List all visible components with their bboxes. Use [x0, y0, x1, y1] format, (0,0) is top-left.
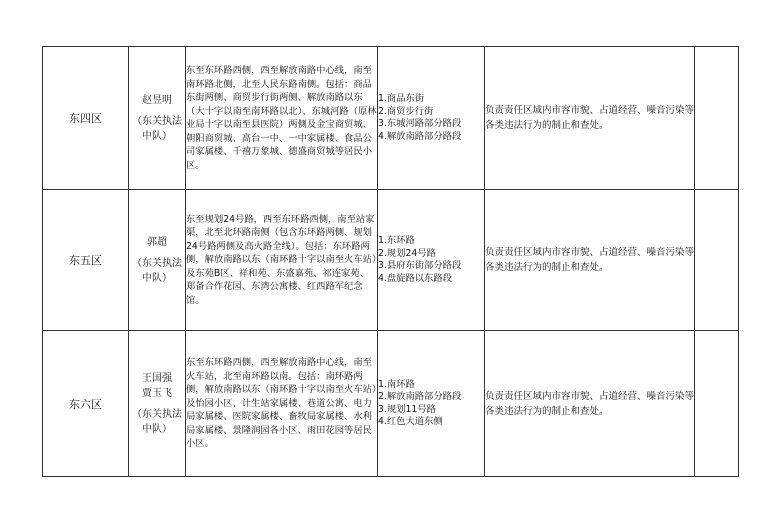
road-item: 4.盘旋路以东路段: [378, 272, 452, 284]
duty-description: 负责责任区域内市容市貌、占道经营、噪音污染等各类违法行为的制止和查处。: [485, 47, 695, 190]
table-row: [43, 190, 739, 331]
person-name: 郭超: [147, 236, 167, 248]
road-item: 2.解放南路部分路段: [378, 391, 462, 402]
road-item: 2.规划24号路: [378, 247, 436, 259]
person-name: 王国强: [142, 372, 172, 384]
road-item: 2.商贸步行街: [378, 105, 434, 117]
zone-name: 东四区: [43, 47, 129, 190]
table-row: [43, 47, 739, 190]
road-item: 3.县府东街部分路段: [378, 260, 462, 271]
blank-cell: [695, 331, 739, 477]
road-item: 1.商品东街: [378, 93, 425, 104]
table-row: [43, 331, 739, 477]
duty-description: 负责责任区域内市容市貌、占道经营、噪音污染等各类违法行为的制止和查处。: [485, 331, 695, 477]
zone-name: 东六区: [43, 331, 129, 477]
key-roads: [378, 190, 485, 331]
key-roads: [378, 331, 485, 477]
zone-scope: 东至东环路西侧，西至解放南路中心线，南至南环路北侧，北至人民东路南侧。包括：商品东街两侧、商贸步行街两侧、解放南路以东（大十字以南至南环路以北）、东城河路（原林业局十字以南至县医院）两侧及金宝商贸城、朝阳商贸城、高台一中、一中家属楼、食品公司家属楼、千禧万象城、德盛商贸城等居民小区。: [186, 47, 378, 190]
unit-name: （东关执法中队）: [132, 408, 182, 435]
responsible-person: [129, 190, 186, 331]
unit-name: （东关执法中队）: [132, 257, 182, 284]
blank-cell: [695, 47, 739, 190]
zone-scope: 东至东环路西侧，西至解放南路中心线，南至火车站，北至南环路以南。包括：南环路两侧，解放南路以东（南环路十字以南至火车站）及怡园小区、计生站家属楼、巷道公寓、电力局家属楼、医院家属楼、畜牧局家属楼、水利局家属楼、景隆润园各小区、雨田花园等居民小区。: [186, 331, 378, 477]
responsible-person: [129, 331, 186, 477]
road-item: 3.规划11号路: [378, 403, 436, 415]
unit-name: （东关执法中队）: [132, 115, 182, 142]
blank-cell: [695, 190, 739, 331]
person-name: 贾玉飞: [142, 387, 172, 399]
person-name: 赵昱明: [142, 94, 172, 106]
duty-description: 负责责任区域内市容市貌、占道经营、噪音污染等各类违法行为的制止和查处。: [485, 190, 695, 331]
road-item: 4.红色大道东侧: [378, 416, 443, 427]
zone-responsibility-table: [42, 46, 739, 477]
road-item: 1.东环路: [378, 235, 415, 246]
responsible-person: [129, 47, 186, 190]
key-roads: [378, 47, 485, 190]
zone-scope: 东至规划24号路，西至东环路西侧，南至站家渠，北至北环路南侧（包含东环路两侧、规划24号路两侧及高火路全线）。包括：东环路两侧，解放南路以东（南环路十字以南至火车站）及东苑B区、祥和苑、东盛嘉苑、祁连家苑、郑备合作花园、东湾公寓楼、红西路军纪念馆。: [186, 190, 378, 331]
road-item: 4.解放南路部分路段: [378, 130, 462, 142]
zone-name: 东五区: [43, 190, 129, 331]
road-item: 3.东城河路部分路段: [378, 118, 462, 129]
road-item: 1.南环路: [378, 378, 415, 390]
